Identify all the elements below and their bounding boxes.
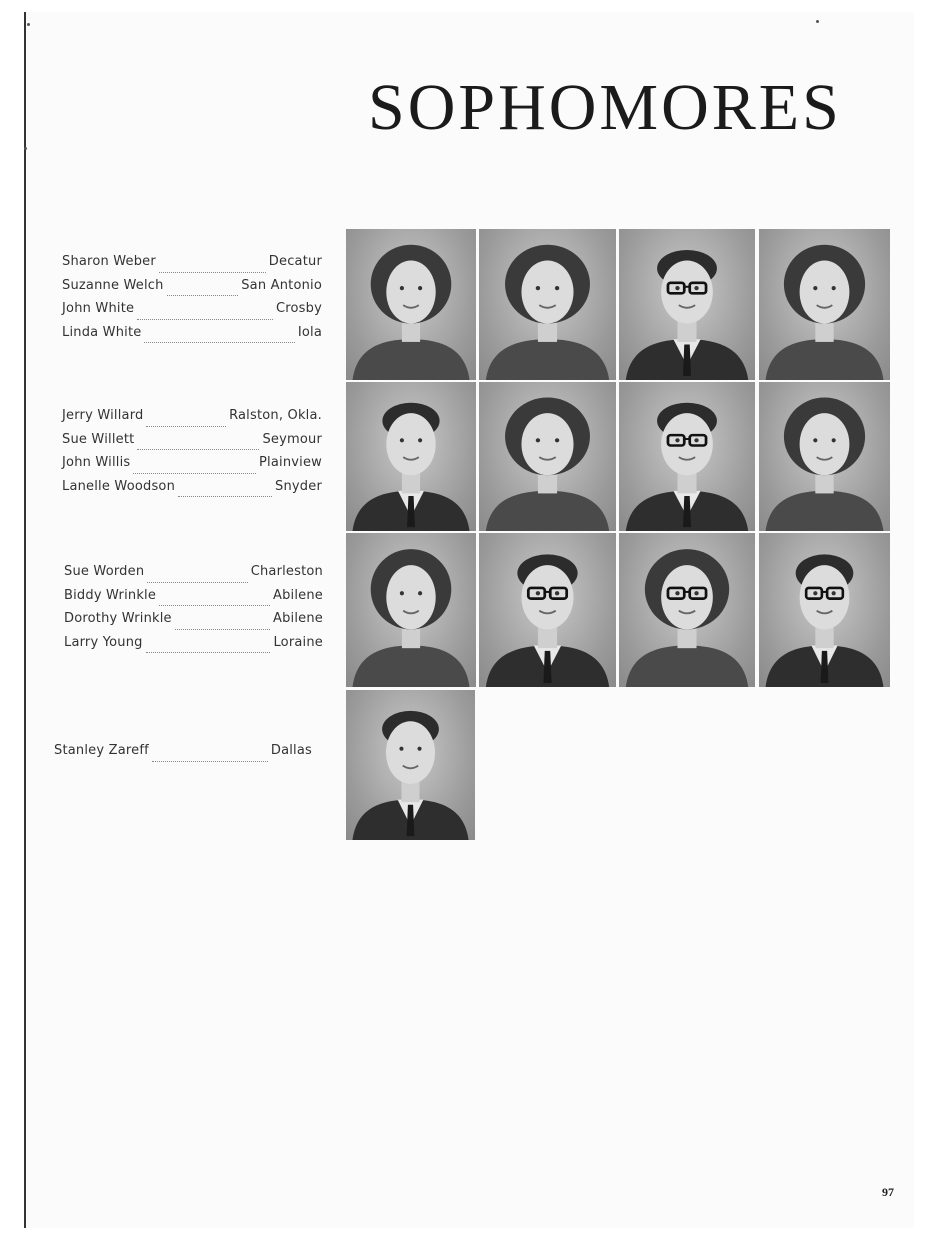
leader-dots	[167, 294, 239, 296]
leader-dots	[137, 448, 259, 450]
face-shape	[521, 261, 573, 324]
portrait-silhouette	[346, 533, 476, 687]
hometown: Decatur	[268, 254, 322, 269]
hometown: Abilene	[272, 587, 323, 603]
eye-shape	[675, 591, 679, 595]
portrait-silhouette	[346, 382, 476, 531]
leader-dots	[175, 628, 270, 630]
necktie-shape	[683, 496, 691, 527]
portrait-silhouette	[346, 229, 476, 380]
leader-dots	[133, 472, 256, 474]
portrait-silhouette	[479, 533, 616, 687]
face-shape	[800, 261, 850, 324]
name-entry	[62, 301, 322, 325]
eye-shape	[400, 591, 404, 595]
eye-shape	[832, 591, 836, 595]
portrait-photo	[479, 382, 616, 531]
eye-shape	[675, 438, 679, 442]
clothing-shape	[486, 339, 609, 380]
name-entry	[54, 743, 312, 767]
name-entry	[62, 325, 322, 349]
portrait-silhouette	[619, 533, 755, 687]
student-name: John White	[62, 301, 135, 316]
name-entry	[64, 564, 323, 588]
name-entry	[64, 588, 323, 612]
name-group-3	[64, 564, 323, 658]
portrait-photo	[346, 382, 476, 531]
eye-shape	[418, 591, 422, 595]
portrait-silhouette	[479, 229, 616, 380]
eye-shape	[694, 438, 698, 442]
portrait-photo	[619, 382, 755, 531]
clothing-shape	[626, 645, 748, 687]
eye-shape	[832, 286, 836, 290]
face-shape	[521, 413, 573, 475]
name-entry	[64, 635, 323, 659]
eye-shape	[832, 438, 836, 442]
student-name: Biddy Wrinkle	[64, 587, 157, 603]
necktie-shape	[821, 651, 829, 683]
portrait-photo	[759, 229, 890, 380]
eye-shape	[555, 438, 559, 442]
eye-shape	[813, 286, 817, 290]
student-name: Linda White	[62, 324, 142, 340]
necktie-shape	[407, 496, 415, 527]
hometown: San Antonio	[241, 277, 322, 293]
student-name: Jerry Willard	[62, 408, 144, 423]
eye-shape	[400, 286, 404, 290]
eye-shape	[418, 286, 422, 290]
portrait-photo	[619, 533, 755, 687]
necktie-shape	[543, 651, 551, 683]
face-shape	[386, 413, 435, 475]
page-number: 97	[882, 1185, 894, 1199]
hometown: Seymour	[262, 431, 322, 447]
portrait-silhouette	[346, 690, 475, 840]
student-name: Sue Worden	[64, 564, 145, 579]
necktie-shape	[407, 805, 415, 836]
clothing-shape	[353, 645, 470, 687]
student-name: Sharon Weber	[62, 254, 156, 269]
student-name: Sue Willett	[62, 431, 135, 447]
face-shape	[386, 721, 435, 784]
student-name: Larry Young	[64, 634, 143, 650]
leader-dots	[159, 271, 266, 273]
hometown: Abilene	[272, 611, 323, 626]
leader-dots	[146, 425, 226, 427]
name-entry	[62, 432, 322, 456]
portrait-photo	[346, 229, 476, 380]
portrait-photo	[619, 229, 755, 380]
portrait-silhouette	[619, 229, 755, 380]
print-speck	[816, 20, 819, 23]
eye-shape	[418, 438, 422, 442]
portrait-photo	[346, 533, 476, 687]
hometown: Iola	[297, 324, 322, 340]
portrait-silhouette	[759, 229, 890, 380]
eye-shape	[417, 747, 421, 751]
name-entry	[62, 278, 322, 302]
eye-shape	[536, 591, 540, 595]
hometown: Snyder	[275, 478, 322, 494]
portrait-silhouette	[479, 382, 616, 531]
clothing-shape	[766, 491, 884, 531]
leader-dots	[178, 495, 272, 497]
name-entry	[62, 479, 322, 503]
leader-dots	[152, 760, 268, 762]
portrait-photo	[759, 533, 890, 687]
hometown: Charleston	[250, 564, 323, 579]
leader-dots	[159, 604, 270, 606]
eye-shape	[675, 286, 679, 290]
hometown: Dallas	[270, 743, 312, 758]
student-name: Dorothy Wrinkle	[64, 611, 172, 626]
student-name: Suzanne Welch	[62, 277, 164, 293]
print-speck	[27, 23, 30, 26]
name-group-4	[54, 743, 312, 767]
print-speck	[24, 147, 27, 150]
name-entry	[62, 254, 322, 278]
leader-dots	[146, 651, 271, 653]
eye-shape	[400, 438, 404, 442]
portrait-silhouette	[759, 533, 890, 687]
hometown: Plainview	[258, 455, 322, 470]
portrait-photo	[346, 690, 475, 840]
portrait-photo	[759, 382, 890, 531]
leader-dots	[137, 318, 273, 320]
name-entry	[64, 611, 323, 635]
clothing-shape	[353, 339, 470, 380]
name-group-1	[62, 254, 322, 348]
eye-shape	[813, 438, 817, 442]
leader-dots	[144, 341, 294, 343]
eye-shape	[694, 286, 698, 290]
face-shape	[386, 261, 435, 324]
portrait-photo	[479, 229, 616, 380]
portrait-silhouette	[759, 382, 890, 531]
portrait-silhouette	[619, 382, 755, 531]
portrait-photo	[479, 533, 616, 687]
clothing-shape	[486, 491, 609, 531]
name-entry	[62, 455, 322, 479]
clothing-shape	[766, 339, 884, 380]
eye-shape	[813, 591, 817, 595]
student-name: John Willis	[62, 455, 131, 470]
eye-shape	[555, 591, 559, 595]
eye-shape	[536, 438, 540, 442]
leader-dots	[147, 581, 247, 583]
student-name: Stanley Zareff	[54, 743, 149, 758]
name-entry	[62, 408, 322, 432]
page-title: SOPHOMORES	[368, 71, 842, 144]
necktie-shape	[683, 345, 691, 377]
eye-shape	[536, 286, 540, 290]
face-shape	[386, 565, 435, 629]
student-name: Lanelle Woodson	[62, 478, 176, 494]
eye-shape	[399, 747, 403, 751]
face-shape	[800, 413, 850, 475]
name-group-2	[62, 408, 322, 502]
eye-shape	[555, 286, 559, 290]
eye-shape	[694, 591, 698, 595]
hometown: Crosby	[275, 301, 322, 316]
hometown: Ralston, Okla.	[229, 408, 322, 423]
hometown: Loraine	[273, 634, 323, 650]
